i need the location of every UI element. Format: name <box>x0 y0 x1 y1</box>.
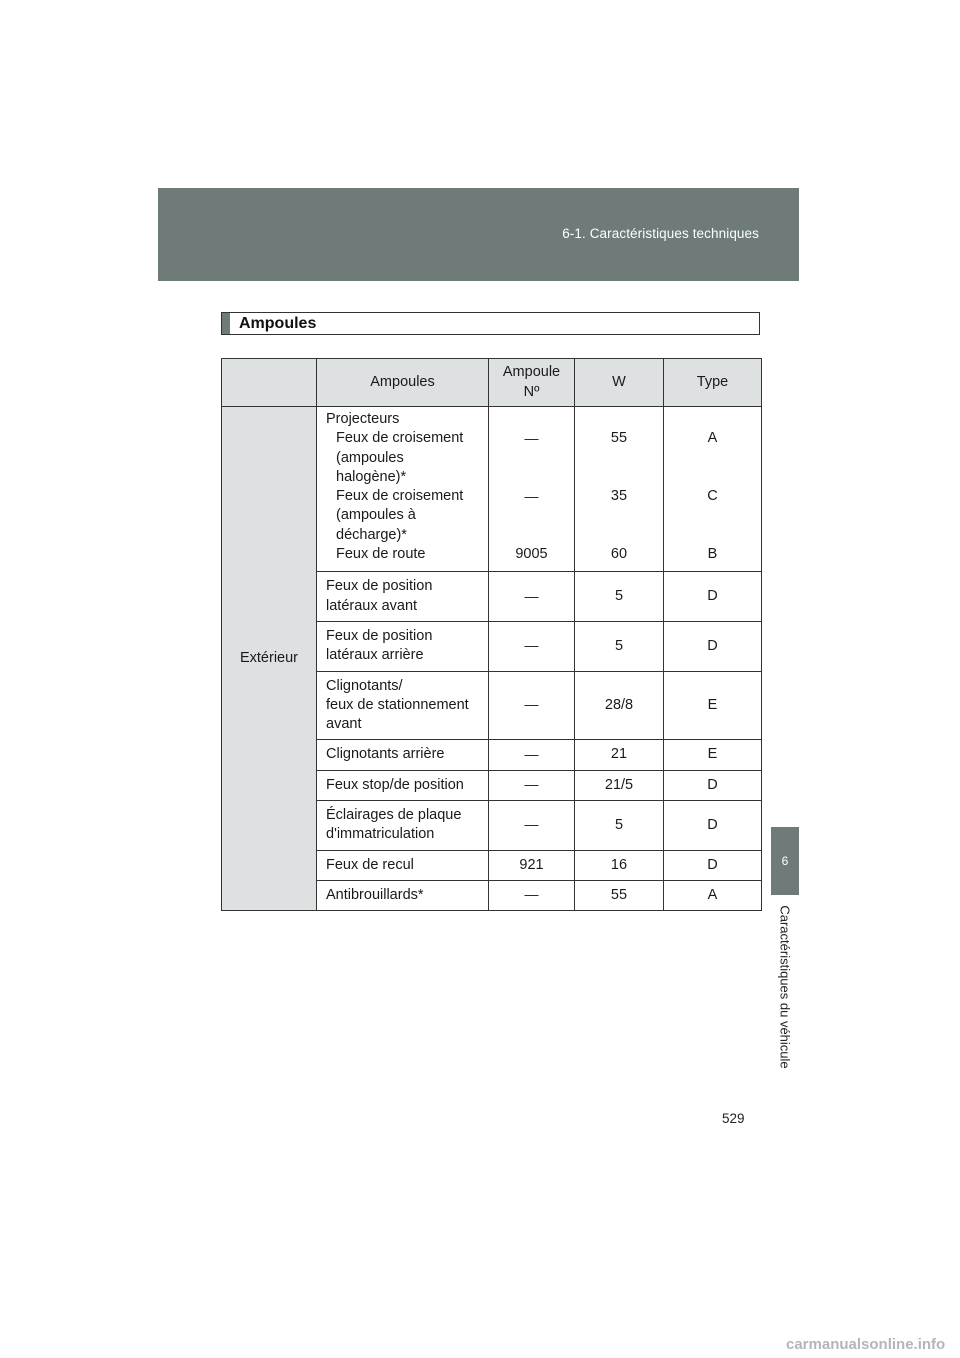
dash-mark: — <box>524 488 539 505</box>
row-no-cell <box>489 880 575 910</box>
row-watts-cell: 21 <box>575 740 664 770</box>
dash-mark: — <box>524 776 539 793</box>
row-no-cell <box>489 740 575 770</box>
row-name-cell <box>317 850 489 880</box>
dash-mark: — <box>524 637 539 654</box>
high-beam-label: Feux de route <box>336 546 426 563</box>
low-discharge-watts: 35 <box>610 488 628 505</box>
page-number: 529 <box>722 1111 745 1126</box>
headlights-type-cell <box>664 407 762 572</box>
high-beam-watts: 60 <box>610 546 628 563</box>
dash-mark: — <box>524 745 539 762</box>
row-type-cell: D <box>664 850 762 880</box>
watermark: carmanualsonline.info <box>786 1336 946 1353</box>
row-name-line: latéraux avant <box>326 597 418 614</box>
row-name-cell <box>317 621 489 671</box>
row-watts-cell: 5 <box>575 621 664 671</box>
section-title-box <box>221 312 760 335</box>
row-name-line: Feux stop/de position <box>326 776 464 793</box>
header-band <box>158 188 799 281</box>
row-type-cell: A <box>664 880 762 910</box>
row-name-line: Feux de position <box>326 578 433 595</box>
low-halogen-line3: halogène)* <box>336 468 407 485</box>
row-name-line: feux de stationnement <box>326 696 469 713</box>
low-halogen-line1: Feux de croisement <box>336 430 464 447</box>
row-name-line: avant <box>326 716 362 733</box>
row-type-cell: D <box>664 801 762 851</box>
row-watts-cell: 55 <box>575 880 664 910</box>
row-watts-cell: 5 <box>575 572 664 622</box>
low-discharge-line2: (ampoules à <box>336 507 416 524</box>
row-name-line: Feux de recul <box>326 856 414 873</box>
headlights-name-cell <box>317 407 489 572</box>
section-title-bar <box>222 313 230 334</box>
dash-mark: — <box>524 816 539 833</box>
row-type-cell: D <box>664 572 762 622</box>
headlights-title: Projecteurs <box>326 411 400 427</box>
row-type-cell: E <box>664 671 762 740</box>
low-discharge-line1: Feux de croisement <box>336 488 464 505</box>
bulb-table <box>221 358 762 911</box>
row-no-cell: 921 <box>489 850 575 880</box>
high-beam-type: B <box>707 546 718 563</box>
low-discharge-line3: décharge)* <box>336 526 407 543</box>
row-type-cell: D <box>664 770 762 800</box>
row-name-cell <box>317 740 489 770</box>
row-type-cell: E <box>664 740 762 770</box>
headlights-no-cell <box>489 407 575 572</box>
row-name-cell <box>317 770 489 800</box>
row-name-line: Antibrouillards* <box>326 886 424 903</box>
chapter-number: 6 <box>781 854 789 868</box>
low-halogen-line2: (ampoules <box>336 449 404 466</box>
headlights-watts-cell <box>575 407 664 572</box>
row-name-line: Clignotants/ <box>326 677 403 694</box>
dash-mark: — <box>524 886 539 903</box>
row-watts-cell: 5 <box>575 801 664 851</box>
dash-mark: — <box>524 587 539 604</box>
section-title: Ampoules <box>239 314 317 332</box>
row-no-cell <box>489 572 575 622</box>
row-no-cell <box>489 621 575 671</box>
chapter-tab[interactable] <box>771 827 799 895</box>
row-name-cell <box>317 671 489 740</box>
category-cell: Extérieur <box>222 407 317 911</box>
row-name-line: Feux de position <box>326 627 433 644</box>
table-row <box>222 407 762 572</box>
row-name-cell <box>317 801 489 851</box>
row-no-cell <box>489 671 575 740</box>
header-bulb-no <box>489 359 575 407</box>
row-name-line: d'immatriculation <box>326 826 435 843</box>
header-watts: W <box>575 359 664 407</box>
header-bulb-no-line1: Ampoule <box>502 364 561 381</box>
row-name-line: Clignotants arrière <box>326 746 445 763</box>
low-discharge-type: C <box>707 488 718 505</box>
dash-mark: — <box>524 696 539 713</box>
row-no-cell <box>489 801 575 851</box>
row-name-cell <box>317 880 489 910</box>
header-blank <box>222 359 317 407</box>
row-watts-cell: 21/5 <box>575 770 664 800</box>
table-header-row <box>222 359 762 407</box>
row-type-cell: D <box>664 621 762 671</box>
row-watts-cell: 16 <box>575 850 664 880</box>
header-bulb-no-line2: Nº <box>523 383 540 400</box>
header-bulbs: Ampoules <box>317 359 489 407</box>
row-name-line: Éclairages de plaque <box>326 807 462 824</box>
row-name-line: latéraux arrière <box>326 647 424 664</box>
high-beam-no: 9005 <box>515 546 548 563</box>
low-halogen-watts: 55 <box>610 430 628 447</box>
section-heading: 6-1. Caractéristiques techniques <box>562 226 759 241</box>
low-halogen-type: A <box>707 430 718 447</box>
header-type: Type <box>664 359 762 407</box>
chapter-title: Caractéristiques du véhicule <box>777 905 793 1069</box>
row-no-cell <box>489 770 575 800</box>
row-name-cell <box>317 572 489 622</box>
row-watts-cell: 28/8 <box>575 671 664 740</box>
dash-mark: — <box>524 430 539 447</box>
